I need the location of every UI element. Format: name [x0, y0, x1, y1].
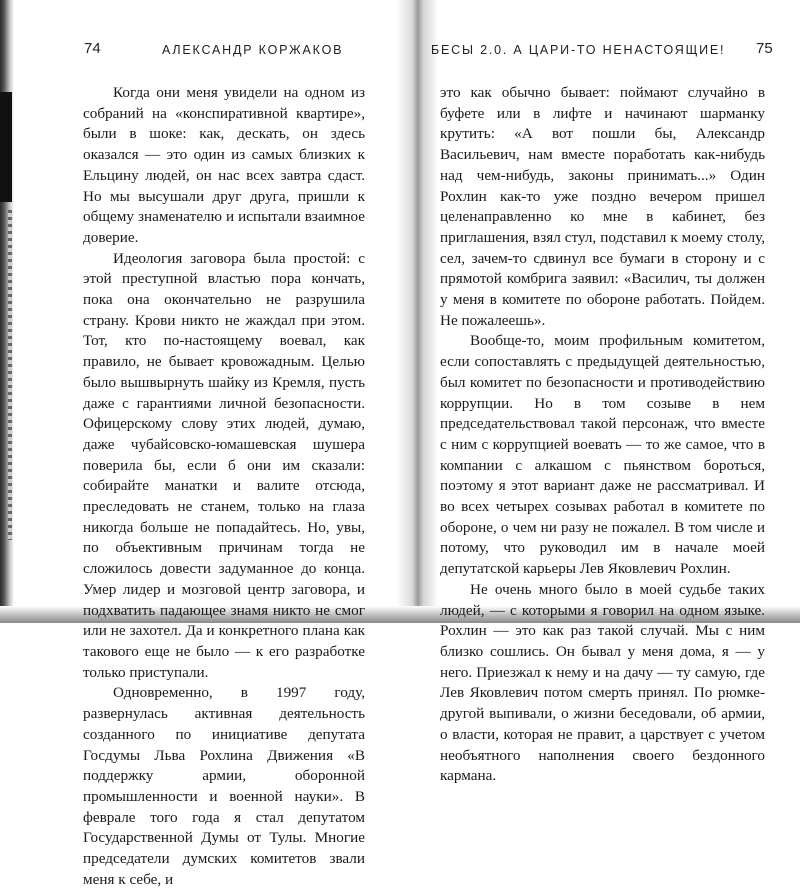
paragraph: Одновременно, в 1997 году, развернулась активная деятельность созданного по инициативе депутата Госдумы Льва Рохлина Движения «В поддержку армии, оборонной промышленности и военной науки». В феврале того года я стал депутатом Государственной Думы от Тулы. Многие председатели думских комитетов звали меня к себе, и: [83, 684, 365, 888]
running-head-author: АЛЕКСАНДР КОРЖАКОВ: [162, 43, 344, 57]
running-head-chapter: БЕСЫ 2.0. А ЦАРИ-ТО НЕНАСТОЯЩИЕ!: [431, 43, 726, 57]
page-number: 74: [84, 40, 101, 57]
paragraph: Идеология заговора была простой: с этой преступной властью пора кончать, пока она окончательно не разрушила страну. Крови никто не жаждал при этом. Тот, кто по-настоящему воевал, как правило, не бывает кровожадным. Целью было вышвырнуть шайку из Кремля, пусть даже с гарантиями личной безопасности. Офицерскому слову этих людей, думаю, даже чубайсовско-юмашевская шушера поверила бы, если б они им сказали: собирайте манатки и валите отсюда, преследовать не станем, только на глаза никогда больше не попадайтесь. Но, увы, по объективным причинам тогда не сложилось довести задуманное до конца. Умер лидер и мозговой центр заговора, и подхватить падающее знамя никто не смог или не захотел. Да и конкретного плана как такового еще не было — к его разработке только приступали.: [83, 249, 365, 681]
right-page: [425, 0, 800, 785]
left-page-body: [83, 83, 365, 890]
paragraph: Не очень много было в моей судьбе таких людей, — с которыми я говорил на одном языке. Рохлин — это как раз такой случай. Мы с ним близко сошлись. Он бывал у меня дома, я — у него. Приезжал к нему и на дачу — ту самую, где Лев Яковлевич потом смерть принял. По рюмке-другой выпивали, о жизни беседовали, об армии, о власти, которая не правит, а царствует с учетом необъятного наполнения своего бездонного кармана.: [440, 580, 765, 785]
paragraph: Вообще-то, моим профильным комитетом, если сопоставлять с предыдущей деятельностью, был комитет по безопасности и противодействию коррупции. Но в том созыве в нем председательствовал такой персонаж, что вместе с ним с коррупцией воевать — то же самое, что в компании с алкашом с пьянством бороться, поэтому я этот вариант даже не рассматривал. И во всех четырех созывах работал в комитете по обороне, о чем ни разу не пожалел. В том числе и потому, что руководил им в начале моей депутатской карьеры Лев Яковлевич Рохлин.: [440, 332, 765, 578]
right-page-body: [440, 83, 765, 787]
page-number: 75: [756, 40, 773, 57]
paragraph: Когда они меня увидели на одном из собраний на «конспиративной квартире», были в шоке: как, дескать, он здесь оказался — это один из самых близких к Ельцину людей, он нас всех завтра сдаст. Но мы высушали друг друга, пришли к общему знаменателю и испытали взаимное доверие.: [83, 84, 365, 246]
paragraph-continued: это как обычно бывает: поймают случайно в буфете или в лифте и начинают шарманку крутить: «А вот пошли бы, Александр Васильевич, нам вместе поработать как-нибудь над чем-нибудь, законы принимать...» Один Рохлин как-то уже поздно вечером пришел целенаправленно ко мне в кабинет, без приглашения, взял стул, подставил к моему столу, сел, зачем-то сдвинул все бумаги в сторону и с прямотой комбрига заявил: «Василич, ты должен у меня в комитете по обороне работать. Пойдем. Не пожалеешь».: [440, 84, 765, 329]
